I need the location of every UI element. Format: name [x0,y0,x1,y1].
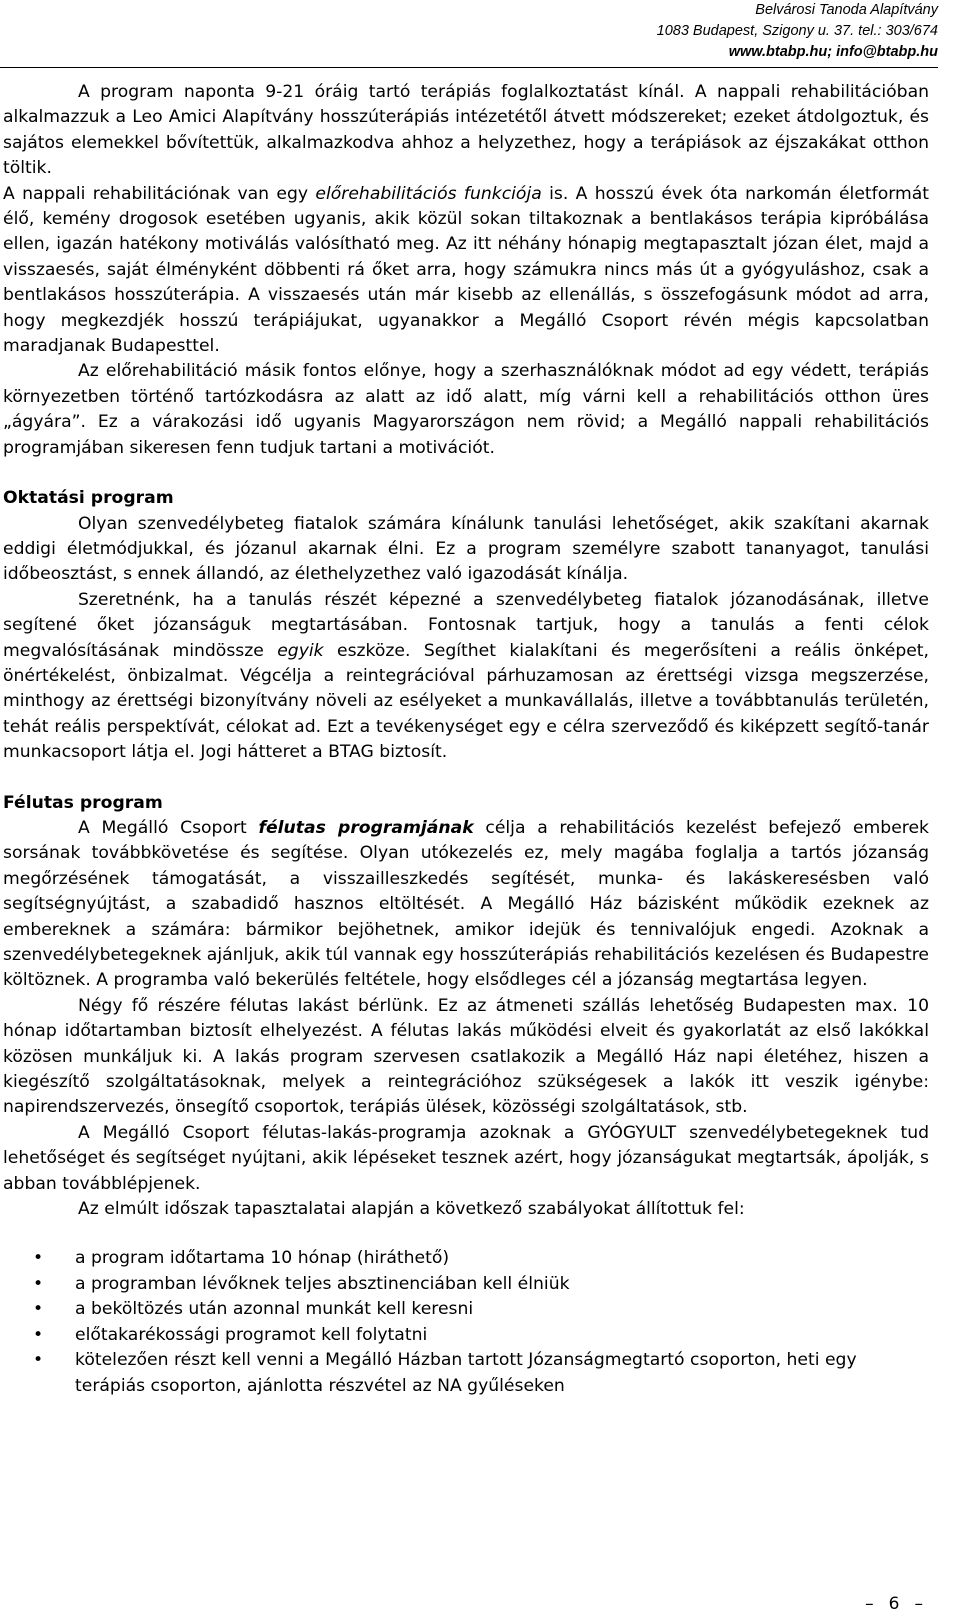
letterhead [657,0,938,63]
page-number: 6 [888,1594,901,1614]
rules-list [3,1246,929,1398]
intro-paragraph-1: A program naponta 9-21 óráig tartó terápiás foglalkoztatást kínál. A nappali rehabilitációban alkalmazzuk a Leo Amici Alapítvány hosszúterápiás intézetétől átvett módszereket; ezeket átdolgoztuk, és sajátos elemekkel bővítettük, alkalmazkodva ahhoz a helyzethez, hogy a terápiások az éjszakákat otthon töltik. [3,82,929,179]
intro-p2-start: A nappali rehabilitációnak van egy [3,183,316,204]
halfway-paragraph-2: Négy fő részére félutas lakást bérlünk. Ez az átmeneti szállás lehetőség Budapesten max. 10 hónap időtartamban biztosít elhelyezést. A félutas lakás működési elveit és gyakorlatát az első lakókkal közösen munkáljuk ki. A lakás program szervesen csatlakozik a Megálló Ház napi életéhez, hiszen a kiegészítő szolgáltatásoknak, melyek a reintegrációhoz szükségesek a lakók itt veszik igénybe: napirendszervezés, önsegítő csoportok, terápiás ülések, közösségi szolgáltatások, stb. [3,995,929,1118]
list-item: • előtakarékossági programot kell folytatni [3,1323,929,1348]
intro-p2-emphasis: előrehabilitációs funkciója [315,183,542,204]
education-paragraph-1: Olyan szenvedélybeteg fiatalok számára kínálunk tanulási lehetőséget, akik szakítani akarnak eddigi életmódjukkal, és józanul akarnak élni. Ez a program személyre szabott tananyagot, tanulási időbeosztást, s ennek állandó, az élethelyzethez való igazodását kínálja. [3,513,929,585]
document-body [3,80,929,1399]
footer-dash-left: – [865,1594,875,1614]
list-item: • kötelezően részt kell venni a Megálló Házban tartott Józanságmegtartó csoporton, heti egy terápiás csoporton, ajánlotta részvétel az NA gyűléseken [3,1348,929,1399]
halfway-p1-end: célja a rehabilitációs kezelést befejező emberek sorsának továbbkövetése és segítése. Olyan utókezelés ez, mely magába foglalja a tartós józanság megőrzésének támogatását, a visszailleszkedés segítését, munka- és lakáskeresésben való segítségnyújtást, a szabadidő hasznos eltöltését. A Megálló Ház bázisként működik ezeknek az embereknek a számára: bármikor bejöhetnek, amikor idejük és tennivalójuk engedi. Azoknak a szenvedélybetegeknek ajánljuk, akik túl vannak egy hosszúterápiás rehabilitációs kezelésen és Budapestre költöznek. A programba való bekerülés feltétele, hogy elsődleges cél a józanság megtartása legyen. [3,817,930,991]
halfway-paragraph-4: Az elmúlt időszak tapasztalatai alapján a következő szabályokat állítottuk fel: [78,1199,745,1220]
intro-paragraph-3: Az előrehabilitáció másik fontos előnye, hogy a szerhasználóknak módot ad egy védett, terápiás környezetben történő tartózkodásra az alatt az idő alatt, míg várni kell a rehabilitációs otthon üres „ágyára”. Ez a várakozási idő ugyanis Magyarországon nem rövid; a Megálló nappali rehabilitációs programjában sikeresen fenn tudjuk tartani a motivációt. [3,361,929,458]
page-footer [851,1594,938,1614]
halfway-p1-emphasis: félutas programjának [258,817,474,838]
education-p2-end: eszköze. Segíthet kialakítani és megerősíteni a reális önképet, önértékelést, önbizalmat. Végcélja a reintegrációval párhuzamosan az érettségi vizsga megszerzése, minthogy az érettségi bizonyítvány növeli az esélyeket a munkavállalás, illetve a továbbtanulás területén, tehát reális perspektívát, célokat ad. Ezt a tevékenységet egy e célra szerveződő és kiképzett segítő-tanár munkacsoport látja el. Jogi hátteret a BTAG biztosít. [3,640,930,763]
halfway-paragraph-1 [3,816,929,994]
halfway-paragraph-3: A Megálló Csoport félutas-lakás-programja azoknak a GYÓGYULT szenvedélybetegeknek tud lehetőséget és segítséget nyújtani, akik lépéseket tesznek azért, hogy józanságukat megtartsák, ápolják, s abban továbblépjenek. [3,1122,929,1194]
list-item: • a programban lévőknek teljes absztinenciában kell élniük [3,1272,929,1297]
section-heading-halfway: Félutas program [3,792,163,813]
list-item: • a program időtartama 10 hónap (hiráthető) [3,1246,929,1271]
letterhead-address: 1083 Budapest, Szigony u. 37. tel.: 303/674 [656,23,938,39]
education-p2-start: Szeretnénk, ha a tanulás részét képezné a szenvedélybeteg fiatalok józanodásának, illetve segítené őket józanságuk megtartásában. Fontosnak tartjuk, hogy a tanulás a fenti célok megvalósításának mindössze [3,589,929,661]
header-divider [0,67,938,68]
intro-p2-end: is. A hosszú évek óta narkomán életformát élő, kemény drogosok esetében ugyanis, akik közül sokan tiltakoznak a bentlakásos terápia kipróbálása ellen, igazán hatékony motiválás valósítható meg. Az itt néhány hónapig megtapasztalt józan élet, majd a visszaesés, saját élményként döbbenti rá őket arra, hogy számukra nincs más út a gyógyuláshoz, csak a bentlakásos hosszúterápia. A visszaesés után már kisebb az ellenállás, s összefogásunk módot ad arra, hogy megkezdjék hosszú terápiájukat, ugyanakkor a Megálló Csoport révén mégis kapcsolatban maradjanak Budapesttel. [3,183,929,357]
education-paragraph-2 [3,588,929,766]
list-item: • a beköltözés után azonnal munkát kell keresni [3,1297,929,1322]
intro-paragraph-2 [3,182,929,360]
letterhead-contact: www.btabp.hu; info@btabp.hu [728,44,938,60]
education-p2-emphasis: egyik [277,640,324,661]
halfway-p1-start: A Megálló Csoport [78,817,259,838]
section-heading-education: Oktatási program [3,488,174,509]
letterhead-org: Belvárosi Tanoda Alapítvány [755,2,938,18]
footer-dash-right: – [914,1594,924,1614]
